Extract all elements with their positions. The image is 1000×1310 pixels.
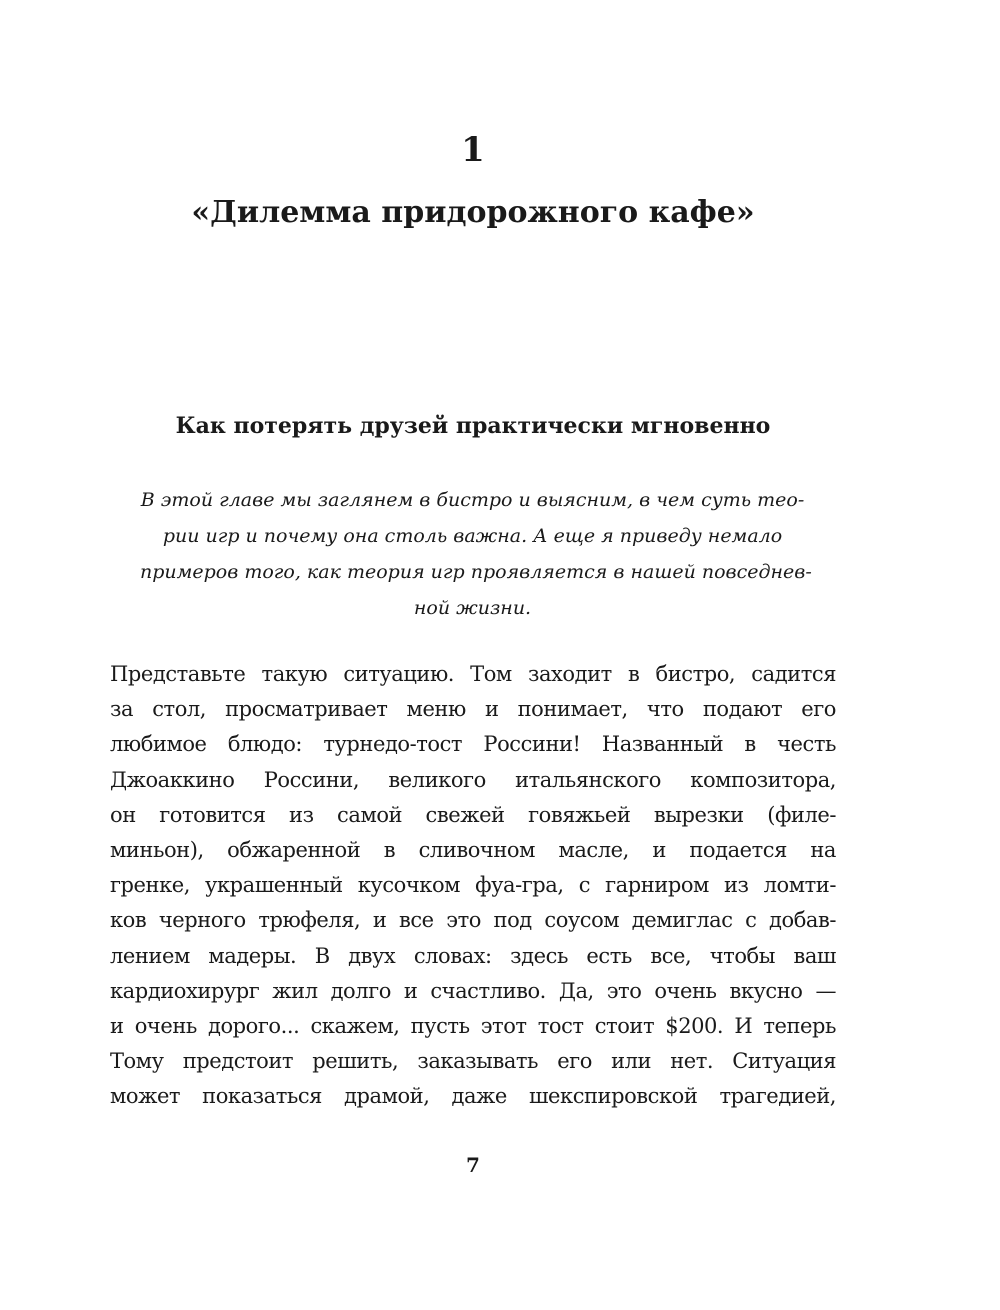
body-line: миньон), обжаренной в сливочном масле, и подается на [110, 838, 836, 863]
body-line: Представьте такую ситуацию. Том заходит в бистро, садится [110, 662, 836, 686]
chapter-title: «Дилемма придорожного кафе» [191, 195, 755, 230]
body-line: Тому предстоит решить, заказывать его или нет. Ситуация [110, 1049, 836, 1074]
epigraph-line: В этой главе мы заглянем в бистро и выясним, в чем суть тео- [140, 489, 805, 511]
body-line: за стол, просматривает меню и понимает, что подают его [110, 697, 836, 722]
body-line: кардиохирург жил долго и счастливо. Да, это очень вкусно — [110, 978, 836, 1003]
body-line: Джоаккино Россини, великого итальянского композитора, [110, 767, 836, 792]
epigraph-line: примеров того, как теория игр проявляется в нашей повседнев- [140, 561, 812, 583]
body-line: он готовится из самой свежей говяжьей вырезки (филе- [110, 802, 836, 827]
body-line: может показаться драмой, даже шекспировской трагедией, [110, 1084, 836, 1109]
epigraph-line: рии игр и почему она столь важна. А еще я приведу немало [162, 525, 783, 547]
body-line: лением мадеры. В двух словах: здесь есть все, чтобы ваш [110, 943, 836, 968]
body-line: гренке, украшенный кусочком фуа-гра, с гарниром из ломти- [110, 873, 836, 898]
page-number: 7 [466, 1153, 480, 1177]
chapter-number: 1 [461, 130, 485, 170]
body-line: и очень дорого... скажем, пусть этот тост стоит $200. И теперь [110, 1014, 836, 1039]
chapter-epigraph [140, 482, 812, 626]
section-heading: Как потерять друзей практически мгновенно [175, 413, 771, 439]
epigraph-line: ной жизни. [413, 597, 532, 619]
body-line: любимое блюдо: турнедо-тост Россини! Названный в честь [110, 732, 836, 757]
body-line: ков черного трюфеля, и все это под соусом демиглас с добав- [110, 908, 836, 933]
body-paragraph [110, 657, 836, 1115]
